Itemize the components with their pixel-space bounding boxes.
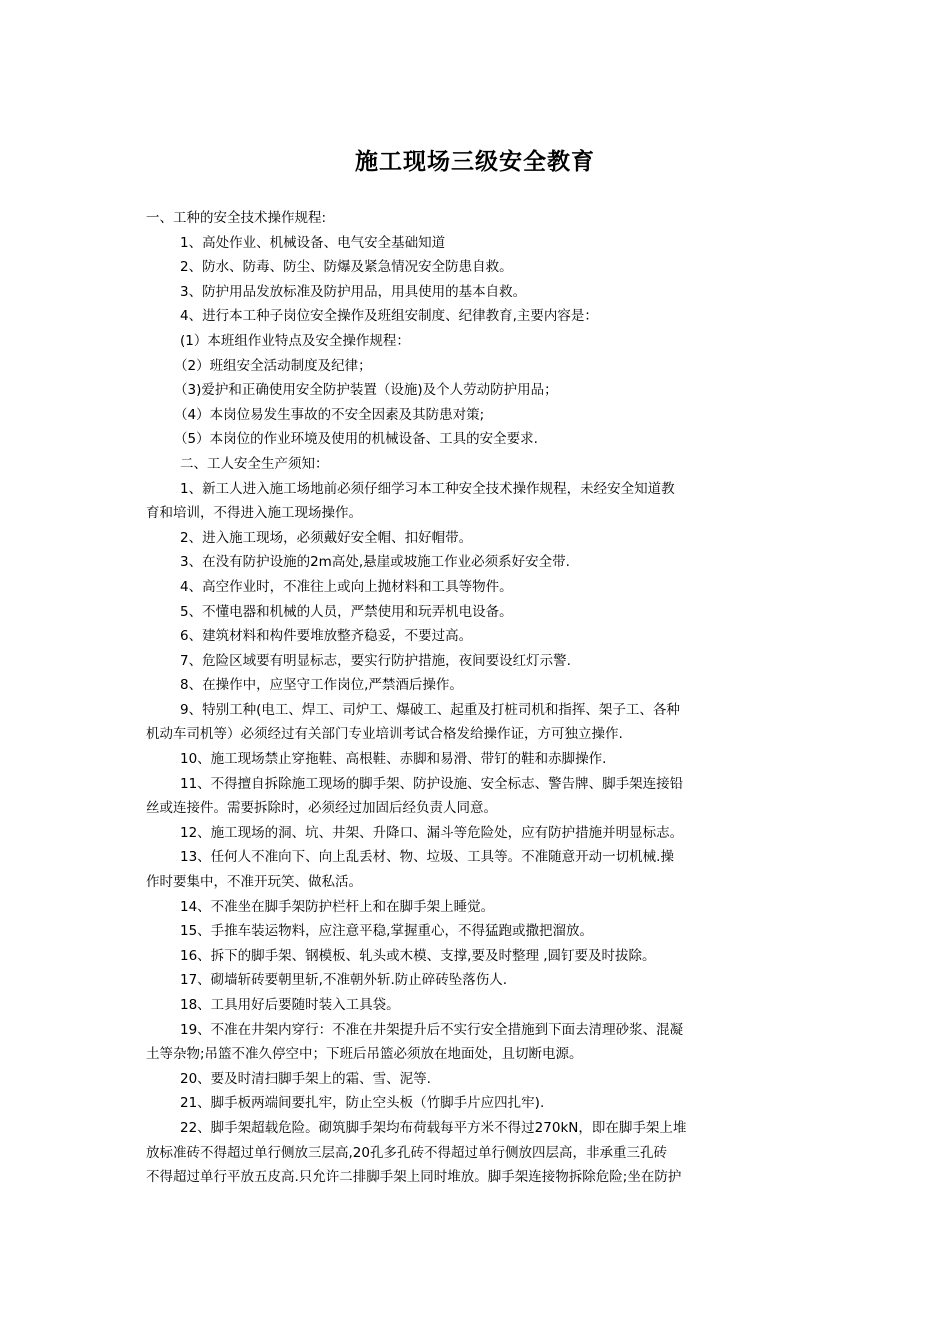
document-title: 施工现场三级安全教育 (355, 149, 595, 175)
paragraph-line: 机动车司机等）必须经过有关部门专业培训考试合格发给操作证，方可独立操作. (146, 726, 623, 743)
paragraph-line: （2）班组安全活动制度及纪律； (174, 357, 372, 374)
paragraph-line: 14、不准坐在脚手架防护栏杆上和在脚手架上睡觉。 (180, 898, 495, 915)
paragraph-line: 1、新工人进入施工场地前必须仔细学习本工种安全技术操作规程，未经安全知道教 (180, 480, 675, 497)
paragraph-line: 18、工具用好后要随时装入工具袋。 (180, 997, 400, 1013)
paragraph-line: 11、不得擅自拆除施工现场的脚手架、防护设施、安全标志、警告牌、脚手架连接铅 (180, 775, 684, 792)
paragraph-line: 不得超过单行平放五皮高.只允许二排脚手架上同时堆放。脚手架连接物拆除危险;坐在防护 (146, 1169, 682, 1186)
paragraph-line: 7、危险区域要有明显标志，要实行防护措施，夜间要设红灯示警. (180, 652, 571, 669)
section-heading: 二、工人安全生产须知： (180, 455, 329, 472)
paragraph-line: 3、防护用品发放标准及防护用品，用具使用的基本自救。 (180, 283, 527, 300)
paragraph-line: 1、高处作业、机械设备、电气安全基础知道 (180, 234, 446, 251)
paragraph-line: 4、高空作业时，不准往上或向上抛材料和工具等物件。 (180, 578, 513, 595)
paragraph-line: 21、脚手板两端间要扎牢，防止空头板（竹脚手片应四扎牢). (180, 1095, 545, 1112)
paragraph-line: 10、施工现场禁止穿拖鞋、高根鞋、赤脚和易滑、带钉的鞋和赤脚操作. (180, 751, 607, 768)
paragraph-line: 2、防水、防毒、防尘、防爆及紧急情况安全防患自救。 (180, 259, 513, 276)
paragraph-line: (1）本班组作业特点及安全操作规程： (180, 332, 410, 349)
paragraph-line: 作时要集中，不准开玩笑、做私活。 (146, 874, 362, 891)
section-heading: 一、工种的安全技术操作规程: (146, 210, 327, 226)
paragraph-line: 9、特别工种(电工、焊工、司炉工、爆破工、起重及打桩司机和指挥、架子工、各种 (180, 701, 680, 718)
paragraph-line: （4）本岗位易发生事故的不安全因素及其防患对策; (174, 406, 485, 423)
paragraph-line: 放标准砖不得超过单行侧放三层高,20孔多孔砖不得超过单行侧放四层高，非承重三孔砖 (146, 1144, 667, 1161)
paragraph-line: 16、拆下的脚手架、钢模板、轧头或木模、支撑,要及时整理 ,圆钉要及时拔除。 (180, 947, 656, 964)
paragraph-line: 丝或连接件。需要拆除时，必须经过加固后经负责人同意。 (146, 800, 497, 817)
paragraph-line: 育和培训，不得进入施工现场操作。 (146, 505, 362, 522)
paragraph-line: （3)爱护和正确使用安全防护装置（设施)及个人劳动防护用品； (174, 382, 558, 399)
paragraph-line: 6、建筑材料和构件要堆放整齐稳妥，不要过高。 (180, 628, 473, 645)
paragraph-line: 20、要及时清扫脚手架上的霜、雪、泥等. (180, 1070, 431, 1087)
paragraph-line: 22、脚手架超载危险。砌筑脚手架均布荷载每平方米不得过270kN，即在脚手架上堆 (180, 1119, 687, 1136)
paragraph-line: 8、在操作中，应坚守工作岗位,严禁酒后操作。 (180, 677, 463, 694)
paragraph-line: 2、进入施工现场，必须戴好安全帽、扣好帽带。 (180, 529, 473, 546)
paragraph-line: 5、不懂电器和机械的人员，严禁使用和玩弄机电设备。 (180, 603, 513, 620)
document-body (146, 206, 806, 1190)
paragraph-line: 15、手推车装运物料，应注意平稳,掌握重心，不得猛跑或撒把溜放。 (180, 923, 593, 940)
paragraph-line: 土等杂物;吊篮不准久停空中；下班后吊篮必须放在地面处，且切断电源。 (146, 1046, 583, 1063)
paragraph-line: 19、不准在井架内穿行：不准在井架提升后不实行安全措施到下面去清理砂浆、混凝 (180, 1021, 684, 1038)
paragraph-line: 13、任何人不准向下、向上乱丢材、物、垃圾、工具等。不准随意开动一切机械.操 (180, 849, 674, 866)
paragraph-line: 3、在没有防护设施的2m高处,悬崖或坡施工作业必须系好安全带. (180, 554, 570, 571)
paragraph-line: 17、砌墙斩砖要朝里斩,不准朝外斩.防止碎砖坠落伤人. (180, 972, 508, 989)
paragraph-line: 12、施工现场的洞、坑、井架、升降口、漏斗等危险处，应有防护措施并明显标志。 (180, 824, 684, 841)
paragraph-line: 4、进行本工种子岗位安全操作及班组安制度、纪律教育,主要内容是： (180, 308, 598, 325)
paragraph-line: （5）本岗位的作业环境及使用的机械设备、工具的安全要求. (174, 431, 538, 448)
